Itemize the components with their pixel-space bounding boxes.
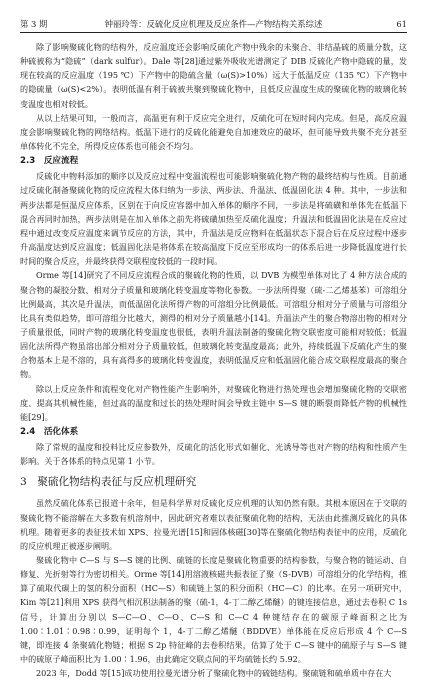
running-title: 钟丽玲等：反硫化反应机理及反应条件—产物结构关系综述	[104, 19, 323, 29]
running-header	[20, 18, 407, 33]
paragraph: 除以上反应条件和流程变化对产物性能产生影响外，对聚硫化物进行热处理也会增加聚硫化物的交联密度、提高其机械性能，但过高的温度和过长的热处理时间会导致主链中 S—S 键的断裂而降低产物的机械性能[29]。	[20, 383, 407, 422]
section-heading-3: 3 聚硫化物结构表征与反应机理研究	[20, 476, 197, 489]
section-heading-2-4: 2.4 活化体系	[20, 427, 79, 438]
page-number: 61	[396, 19, 407, 29]
article-body	[20, 40, 407, 680]
section-heading-2-3: 2.3 反应流程	[20, 156, 79, 167]
paragraph: 反硫化中物料添加的顺序以及反应过程中变温流程也可能影响聚硫化物产物的最终结构与性质。目前通过反硫化制备聚硫化物的反应流程大体归纳为一步法、两步法、升温法、低温固化法 4 种。其中，一步法和两步法都是恒温反应体系，区别在于向反应容器中加入单体的顺序不同，一步法是将硫磺和单体先在低温下混合再同时加热，两步法则是在加入单体之前先将硫磺加热至反硫化温度；升温法和低温固化法是在反应过程中通过改变反应温度来调节反应的方法，其中，升温法是反应物料在低温状态下混合后在反应过程中逐步升高温度达到反应温度；低温固化法是将体系在较高温度下反应至形成均一的体系后进一步降低温度进行长时间的聚合反应，并最终获得交联程度较低的一段时间。	[20, 171, 407, 267]
paragraph: 2023 年，Dodd 等[15]成功使用拉曼光谱分析了聚硫化物中的硫链结构。聚硫链和硫单质中存在大	[36, 668, 392, 679]
paragraph: Orme 等[14]研究了不同反应流程合成的聚硫化物的性质，以 DVB 为模型单体对比了 4 种方法合成的聚合物的凝胶分数、相对分子质量和玻璃化转变温度等物化参数。一步法所得聚（硫-二乙烯基苯）可溶组分比例最高，其次是升温法，而低温固化法所得产物的可溶组分比例最低。可溶组分相对分子质量与可溶组分比具有类似趋势，即可溶组分比越大，测得的相对分子质量越小[14]。升温法产生的聚合物溶出物的相对分子质量很低，同时产物的玻璃化转变温度也很低，表明升温法制备的聚硫化物交联密度可能相对较低；低温固化法所得产物虽溶出部分相对分子质量较低，但玻璃化转变温度最高；此外，持续低温下反硫化产生的聚合物基本上是不溶的，具有高得多的玻璃化转变温度，表明低温反应和低温固化能合成交联程度最高的聚合物。	[20, 270, 407, 380]
paragraph: 虽然反硫化体系已报道十余年，但是科学界对反硫化反应机理的认知仍然有限。其根本原因在于交联的聚硫化物不能溶解在大多数有机溶剂中，因此研究者难以表征聚硫化物的结构，无法由此推测反硫化的具体机理。随着更多的表征技术如 XPS、拉曼光谱[15]和固体核磁[30]等在聚硫化物结构表征中的应用，反硫化的反应机理正被逐步阐明。	[20, 498, 407, 551]
paragraph: 聚硫化物中 C—S 与 S—S 键的比例、硫链的长度是聚硫化物重要的结构参数，与聚合物的链运动、自修复、光折射等行为密切相关。Orme 等[14]用溶液核磁共振表征了聚（S-DVB）可溶组分的化学结构，推算了硫取代碳上的氢的积分面积（HC—S）和硫链上氢的积分面积（HC—C）的比率。在另一项研究中，Kim 等[21]利用 XPS 获得气相沉积法制备的聚（硫-1，4-丁二醇乙烯醚）的键连接信息，通过去卷积 C 1s 信号，计算出分别以 S—C—O、C—O、C—S 和 C—C 4 种键结存在的碳原子峰面积之比为 1.00∶1.01∶0.98∶0.99，证明每个 1，4-丁二醇乙烯醚（BDDVE）单体能在反应后形成 4 个 C—S 键，即连接 4 条聚硫化物链；根据 S 2p 特征峰的去卷积结果，估算了处于 C—S 键中的硫原子与 S—S 键中的硫原子峰面积比为 1.00∶1.96，由此确定交联点间的平均硫链长约 5.92。	[20, 555, 407, 665]
paragraph: 除了影响聚硫化物的结构外，反应温度还会影响反硫化产物中残余的未聚合、非结晶硫的质量分数，这种硫被称为“隐硫”（dark sulfur）。Dale 等[28]通过紫外吸收光谱测定了 DIB 反硫化产物中隐硫的量，发现在较高的反应温度（195 ℃）下产物中的隐硫含量（ω(S)>10%）远大于低温反应（135 ℃）下产物中的隐硫量（ω(S)<2%）。表明低温有利于硫被共聚到聚硫化物中，且低反应温度生成的聚硫化物的玻璃化转变温度也相对较低。	[20, 42, 407, 109]
paragraph: 从以上结果可知，一般而言，高温更有利于反应完全进行，反硫化可在短时间内完成。但是，高反应温度会影响聚硫化物的网络结构。低温下进行的反硫化能避免自加速效应的破坏，但可能导致共聚不充分甚至单体转化不完全，所得反应体系也可能会不均匀。	[20, 112, 407, 152]
issue-number: 第 3 期	[20, 19, 48, 29]
paragraph: 除了常规的温度和投料比反应参数外，反硫化的活化形式如催化、光诱导等也对产物的结构和性质产生影响。关于各体系的特点见第 1 小节。	[20, 442, 407, 467]
